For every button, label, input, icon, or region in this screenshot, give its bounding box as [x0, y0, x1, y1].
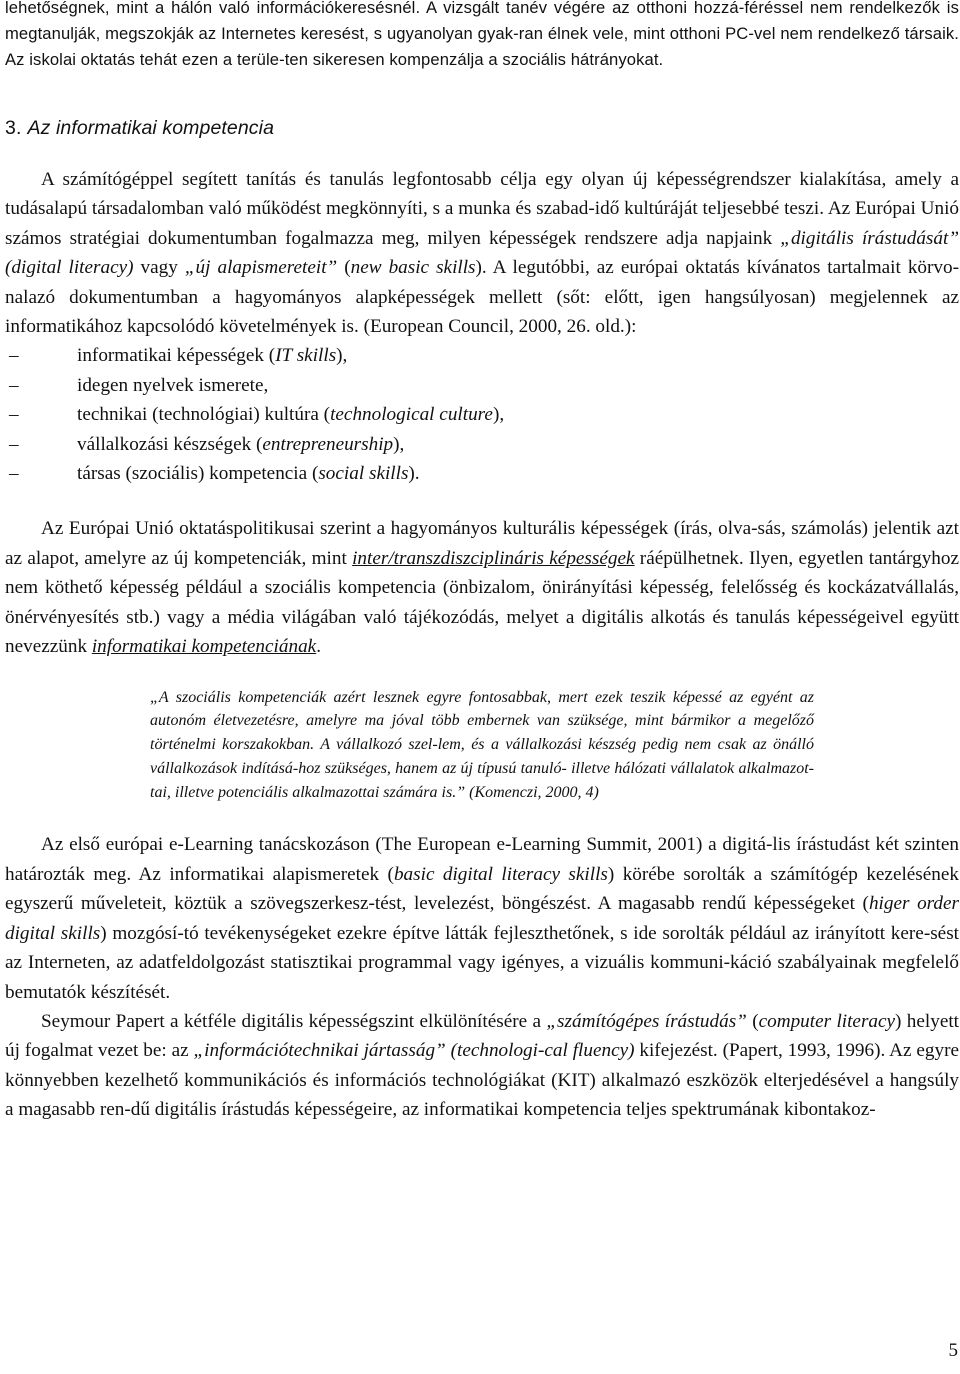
informatics-paragraph [5, 165, 959, 341]
papert-text-1: Seymour Papert a kétféle digitális képességszint elkülönítésére a [41, 1010, 547, 1032]
block-quote [150, 686, 814, 805]
document-page [5, 0, 959, 1125]
dash-bullet: – [9, 404, 19, 426]
papert-text-2: ( [746, 1010, 759, 1032]
eu-text-3: . [316, 636, 321, 658]
list-item-text: informatikai képességek ( [77, 345, 276, 367]
eu-text-2: ráépülhetnek. Ilyen, egyetlen tantárgyhoz nem köthető képesség például a szociális kompetencia (önbizalom, önirányítási képesség, felelősség és kockázatvállalás, önérvényesítés stb.) vagy a média világában való tájékozódás, melyet a digitális alkotás és tanulás képességeivel együtt nevezzünk [5, 547, 959, 658]
papert-paragraph [5, 1007, 959, 1125]
list-item-emphasis: social skills [318, 463, 409, 485]
eu-text-1: Az Európai Unió oktatáspolitikusai szerint a hagyományos kulturális képességek (írás, olva-sás, számolás) jelentik azt az alapot, amelyre az új kompetenciák, mint [5, 518, 959, 569]
papert-emphasis-3: „információtechnikai jártasság” (technologi-cal fluency) [193, 1040, 635, 1062]
dash-bullet: – [9, 463, 19, 485]
list-item-emphasis: technological culture [330, 404, 493, 426]
list-item-emphasis: IT skills [275, 345, 337, 367]
papert-text-3: ) helyett új fogalmat vezet be: az [5, 1010, 960, 1062]
eu-emphasis-2: informatikai kompetenciának [91, 636, 317, 658]
papert-text-4: kifejezést. (Papert, 1993, 1996). Az egyre könnyebben kezelhető kommunikációs és információs technológiákat (KIT) alkalmazó eszközök elterjedésével a hangsúly a magasabb ren-dű digitális írástudás képességeire, az informatikai kompetencia teljes spektrumának kibontakoz- [5, 1040, 959, 1121]
informatics-text-3: ( [337, 257, 351, 279]
section-number: 3. [5, 117, 22, 139]
elearn-text-3: ) mozgósí-tó tevékenységeket ezekre építve látták fejleszthetőnek, s ide sorolták például az irányított kere-sést az Interneten, az adatfeldolgozást statisztikai programmal vagy igényes, a vizuális kommuni-káció szabályainak megfelelő bemutatók készítését. [5, 922, 959, 1003]
quote-citation: (Komenczi, 2000, 4) [465, 783, 599, 801]
section-heading [5, 114, 959, 142]
list-item-tail: ), [393, 433, 405, 455]
list-item-text: technikai (technológiai) kultúra ( [77, 404, 331, 426]
informatics-text-1: A számítógéppel segített tanítás és tanulás legfontosabb célja egy olyan új képességrendszer kialakítása, amely a tudásalapú társadalomban való működést megkönnyíti, s a munka és szabad-idő kultúráját teljesebbé teszi. Az Európai Unió számos stratégiai dokumentumban fogalmazza meg, milyen képességek rendszere adja napjaink [5, 169, 959, 249]
intro-text: lehetőségnek, mint a hálón való információkeresésnél. A vizsgált tanév végére az otthoni hozzá-féréssel nem rendelkezők is megtanulják, megszokják az Internetes keresést, s ugyanolyan gyak-ran élnek vele, mint otthoni PC-vel nem rendelkező társaik. Az iskolai oktatás tehát ezen a terüle-ten sikeresen kompenzálja a szociális hátrányokat. [5, 0, 959, 69]
informatics-emphasis-3: new basic skills [350, 257, 476, 279]
list-item [5, 430, 959, 459]
papert-emphasis-2: computer literacy [758, 1010, 896, 1032]
page-number: 5 [948, 1340, 958, 1361]
informatics-emphasis-1: „digitális írástudását” (digital literacy) [5, 227, 959, 279]
list-item-text: idegen nyelvek ismerete, [77, 374, 269, 396]
informatics-text-4: ). A legutóbbi, az európai oktatás kívánatos tartalmait körvo-nalazó dokumentumban a hagyományos alapképességek mellett (sőt: előtt, igen hangsúlyosan) megjelennek az informatikához kapcsolódó követelmények is. (European Council, 2000, 26. old.): [5, 257, 959, 338]
intro-paragraph [5, 0, 959, 73]
dash-bullet: – [9, 433, 19, 455]
list-item [5, 400, 959, 429]
list-item-tail: ), [336, 345, 348, 367]
eu-emphasis-1: inter/transzdiszciplináris képességek [352, 547, 635, 569]
informatics-text-2: vagy [133, 257, 185, 279]
competency-list [5, 341, 959, 488]
elearn-emphasis-1: basic digital literacy skills [393, 863, 608, 885]
eu-policy-paragraph [5, 514, 959, 661]
list-item [5, 371, 959, 400]
dash-bullet: – [9, 345, 19, 367]
quote-text: „A szociális kompetenciák azért lesznek egyre fontosabbak, mert ezek teszik képessé az egyént az autonóm életvezetésre, amelyre ma jóval több embernek van szüksége, mint bármikor a megelőző történelmi korszakokban. A vállalkozó szel-lem, és a vállalkozási készség pedig nem csak az önálló vállalkozások indításá-hoz szükséges, hanem az új típusú tanuló- illetve hálózati vállalatok alkalmazot-tai, illetve potenciális alkalmazottai számára is.” [150, 688, 814, 801]
elearn-text-2: ) körébe sorolták a számítógép kezelésének egyszerű műveleteit, köztük a szövegszerkesz-tést, levelezést, böngészést. A magasabb rendű képességeket ( [5, 863, 959, 915]
list-item-text: társas (szociális) kompetencia ( [77, 463, 319, 485]
list-item-tail: ). [408, 463, 420, 485]
list-item-tail: ), [492, 404, 505, 426]
list-item [5, 459, 959, 488]
list-item-text: vállalkozási készségek ( [77, 433, 263, 455]
elearn-emphasis-2: higer order digital skills [5, 893, 959, 944]
informatics-emphasis-2: „új alapismereteit” [184, 257, 338, 279]
papert-emphasis-1: „számítógépes írástudás” [546, 1010, 747, 1032]
section-title: Az informatikai kompetencia [27, 117, 275, 139]
dash-bullet: – [9, 374, 19, 396]
list-item [5, 341, 959, 370]
elearn-text-1: Az első európai e-Learning tanácskozáson (The European e-Learning Summit, 2001) a digitá-lis írástudást két szinten határozták meg. Az informatikai alapismeretek ( [5, 834, 959, 885]
list-item-emphasis: entrepreneurship [262, 433, 394, 455]
elearning-paragraph [5, 830, 959, 1006]
